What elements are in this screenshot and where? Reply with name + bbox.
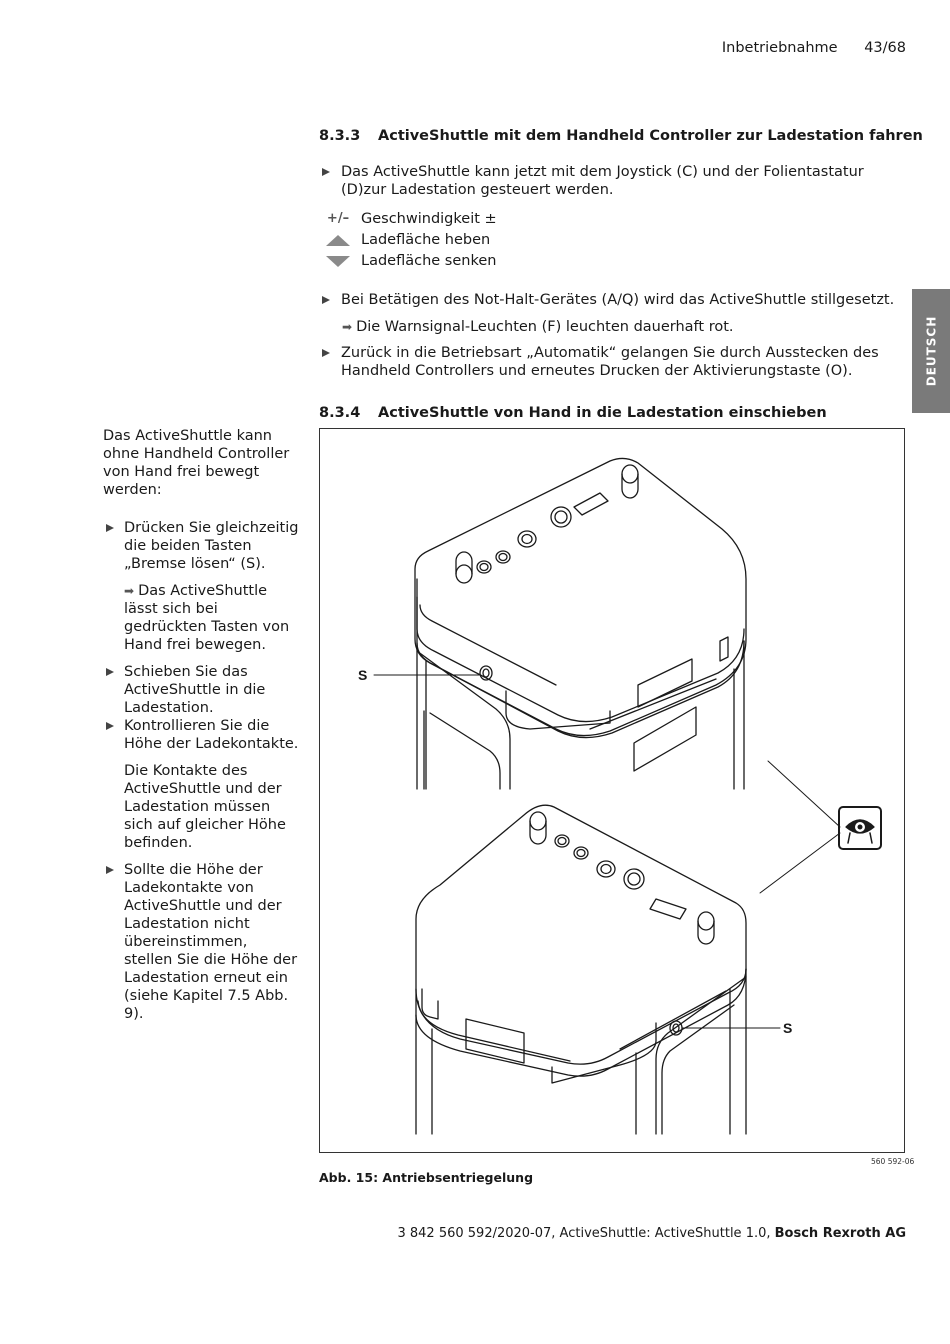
- bullet-triangle-icon: [106, 668, 114, 676]
- left-bullet: [103, 717, 299, 753]
- result-line: [124, 582, 299, 654]
- triangle-up-icon: [326, 235, 350, 246]
- triangle-down-icon: [326, 256, 350, 267]
- header-section: Inbetriebnahme: [721, 40, 838, 56]
- figure-frame: [319, 428, 905, 1153]
- bullet-text: Bei Betätigen des Not-Halt-Gerätes (A/Q) wird das ActiveShuttle stillgesetzt.: [341, 292, 895, 308]
- section-number: 8.3.4: [319, 405, 361, 421]
- footer-company: Bosch Rexroth AG: [774, 1226, 906, 1241]
- page-footer: [397, 1226, 906, 1241]
- left-bullet: [103, 861, 299, 1023]
- bullet-item: [322, 163, 897, 199]
- bullet-item: [322, 291, 897, 309]
- key-label: Ladefläche senken: [361, 253, 497, 269]
- result-line: [342, 318, 734, 336]
- label-s-top: S: [358, 667, 368, 683]
- section-title: ActiveShuttle von Hand in die Ladestation einschieben: [378, 405, 827, 421]
- bullet-text: Schieben Sie das ActiveShuttle in die Ladestation.: [124, 664, 266, 716]
- left-bullet: [103, 663, 299, 717]
- result-arrow-icon: ➡: [342, 320, 353, 334]
- bullet-triangle-icon: [106, 722, 114, 730]
- section-title: ActiveShuttle mit dem Handheld Controller zur Ladestation fahren: [378, 128, 923, 144]
- left-bullet: [103, 519, 299, 573]
- figure-code: 560 592-06: [871, 1157, 915, 1166]
- key-label: Ladefläche heben: [361, 232, 491, 248]
- section-number: 8.3.3: [319, 128, 361, 144]
- figure-caption: Abb. 15: Antriebsentriegelung: [319, 1170, 534, 1185]
- page-number: 43/68: [864, 40, 906, 56]
- shuttle-illustration: [320, 429, 906, 1154]
- result-text: Das ActiveShuttle lässt sich bei gedrückten Tasten von Hand frei bewegen.: [124, 583, 290, 653]
- bullet-text: Sollte die Höhe der Ladekontakte von ActiveShuttle und der Ladestation nicht übereinstimmen, stellen Sie die Höhe der Ladestation erneut ein (siehe Kapitel 7.5 Abb. 9).: [124, 862, 298, 1022]
- left-column: [103, 427, 299, 1023]
- bullet-triangle-icon: [322, 349, 330, 357]
- bullet-triangle-icon: [106, 866, 114, 874]
- bullet-text: Kontrollieren Sie die Höhe der Ladekontakte.: [124, 718, 299, 752]
- note-text: Die Kontakte des ActiveShuttle und der Ladestation müssen sich auf gleicher Höhe befinden.: [124, 763, 286, 851]
- intro-text: Das ActiveShuttle kann ohne Handheld Controller von Hand frei bewegt werden:: [103, 428, 290, 498]
- page-header: [700, 40, 906, 56]
- bullet-triangle-icon: [322, 296, 330, 304]
- result-arrow-icon: ➡: [124, 584, 135, 598]
- bullet-text: Drücken Sie gleichzeitig die beiden Tasten „Bremse lösen“ (S).: [124, 520, 299, 572]
- bullet-triangle-icon: [106, 524, 114, 532]
- key-label: Geschwindigkeit ±: [361, 211, 497, 227]
- footer-doc: 3 842 560 592/2020-07, ActiveShuttle: ActiveShuttle 1.0,: [397, 1226, 771, 1241]
- bullet-text: Das ActiveShuttle kann jetzt mit dem Joystick (C) und der Folientastatur (D)zur Ladestation gesteuert werden.: [341, 164, 864, 198]
- bullet-item: [322, 344, 897, 380]
- shuttle-top-drawing: [415, 458, 746, 789]
- language-tab: [912, 289, 950, 413]
- bullet-triangle-icon: [322, 168, 330, 176]
- bullet-text: Zurück in die Betriebsart „Automatik“ gelangen Sie durch Ausstecken des Handheld Controllers und erneutes Drucken der Aktivierungstaste (O).: [341, 345, 879, 379]
- plus-minus-symbol: +/–: [326, 211, 350, 226]
- result-text: Die Warnsignal-Leuchten (F) leuchten dauerhaft rot.: [356, 319, 734, 335]
- eye-icon: [839, 807, 881, 849]
- label-s-bottom: S: [783, 1020, 793, 1036]
- language-tab-label: DEUTSCH: [924, 315, 938, 387]
- shuttle-bottom-drawing: [416, 805, 746, 1134]
